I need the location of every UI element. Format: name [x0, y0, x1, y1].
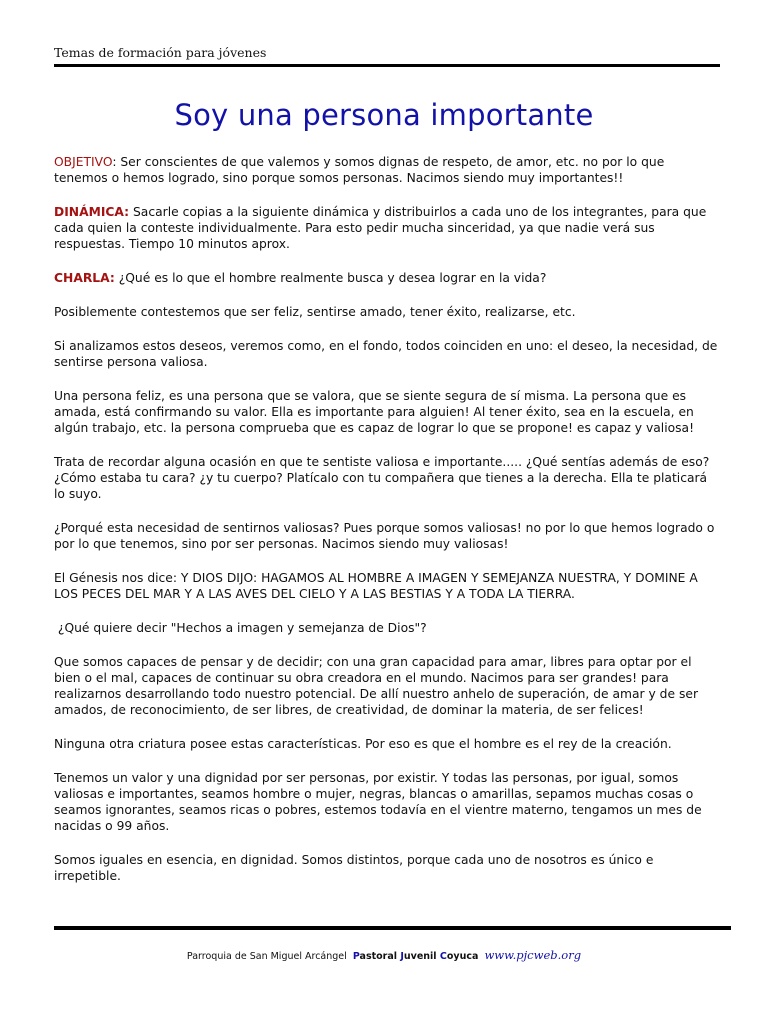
dinamica-text: Sacarle copias a la siguiente dinámica y distribuirlos a cada uno de los integrantes, para que cada quien la conteste individualmente. Para esto pedir mucha sinceridad, ya que nadie verá sus respuestas. Tiempo 10 minutos aprox. [54, 205, 707, 251]
charla-paragraph [54, 270, 720, 286]
charla-label: CHARLA: [54, 271, 115, 285]
footer-rule [54, 926, 731, 930]
body-paragraph: Que somos capaces de pensar y de decidir; con una gran capacidad para amar, libres para optar por el bien o el mal, capaces de continuar su obra creadora en el mundo. Nacimos para ser grandes! para realizarnos desarrollando todo nuestro potencial. De allí nuestro anhelo de superación, de amar y de ser amados, de reconocimiento, de ser libres, de creatividad, de dominar la materia, de ser felices! [54, 655, 698, 717]
body-paragraph: Ninguna otra criatura posee estas características. Por eso es que el hombre es el rey de la creación. [54, 737, 672, 751]
footer-c-initial: C [439, 951, 447, 962]
header-rule [54, 64, 720, 67]
charla-text: ¿Qué es lo que el hombre realmente busca y desea lograr en la vida? [114, 271, 547, 285]
footer-p-initial: P [352, 951, 360, 962]
body-paragraph: Posiblemente contestemos que ser feliz, sentirse amado, tener éxito, realizarse, etc. [54, 305, 576, 319]
objetivo-paragraph [54, 154, 720, 186]
objetivo-label: OBJETIVO [54, 155, 113, 169]
document-body [54, 154, 720, 902]
footer-parroquia: Parroquia de San Miguel Arcángel [186, 951, 347, 962]
body-paragraph: El Génesis nos dice: Y DIOS DIJO: HAGAMOS AL HOMBRE A IMAGEN Y SEMEJANZA NUESTRA, Y DOMINE A LOS PECES DEL MAR Y A LAS AVES DEL CIELO Y A LAS BESTIAS Y A TODA LA TIERRA. [54, 571, 698, 601]
footer [0, 948, 768, 962]
body-paragraph: Trata de recordar alguna ocasión en que te sentiste valiosa e importante..... ¿Qué sentías además de eso? ¿Cómo estaba tu cara? ¿y tu cuerpo? Platícalo con tu compañera que tienes a la derecha. Ella te platicará lo suyo. [54, 455, 710, 501]
body-paragraph: Una persona feliz, es una persona que se valora, que se siente segura de sí misma. La persona que es amada, está confirmando su valor. Ella es importante para alguien! Al tener éxito, sea en la escuela, en algún trabajo, etc. la persona comprueba que es capaz de lograr lo que se propone! es capaz y valiosa! [54, 389, 695, 435]
objetivo-text: Ser conscientes de que valemos y somos dignas de respeto, de amor, etc. no por lo que tenemos o hemos logrado, sino porque somos personas. Nacimos siendo muy importantes!! [54, 155, 665, 185]
header-text: Temas de formación para jóvenes [54, 45, 267, 60]
page-title: Soy una persona importante [174, 98, 594, 132]
footer-p-rest: astoral [359, 951, 401, 962]
body-paragraph: Si analizamos estos deseos, veremos como, en el fondo, todos coinciden en uno: el deseo, la necesidad, de sentirse persona valiosa. [54, 339, 718, 369]
objetivo-colon: : [112, 155, 117, 169]
dinamica-paragraph [54, 204, 720, 252]
body-paragraph: ¿Porqué esta necesidad de sentirnos valiosas? Pues porque somos valiosas! no por lo que hemos logrado o por lo que tenemos, sino por ser personas. Nacimos siendo muy valiosas! [54, 521, 715, 551]
footer-j-initial: J [400, 951, 404, 962]
body-paragraph: Somos iguales en esencia, en dignidad. Somos distintos, porque cada uno de nosotros es único e irrepetible. [54, 853, 654, 883]
footer-c-rest: oyuca [446, 951, 479, 962]
dinamica-label: DINÁMICA: [54, 205, 130, 219]
footer-url-link[interactable]: www.pjcweb.org [484, 948, 582, 962]
body-paragraph: ¿Qué quiere decir "Hechos a imagen y semejanza de Dios"? [54, 621, 427, 635]
footer-j-rest: uvenil [403, 951, 440, 962]
body-paragraph: Tenemos un valor y una dignidad por ser personas, por existir. Y todas las personas, por igual, somos valiosas e importantes, seamos hombre o mujer, negras, blancas o amarillas, sepamos muchas cosas o seamos ignorantes, seamos ricas o pobres, estemos todavía en el vientre materno, tengamos un mes de nacidas o 99 años. [54, 771, 702, 833]
